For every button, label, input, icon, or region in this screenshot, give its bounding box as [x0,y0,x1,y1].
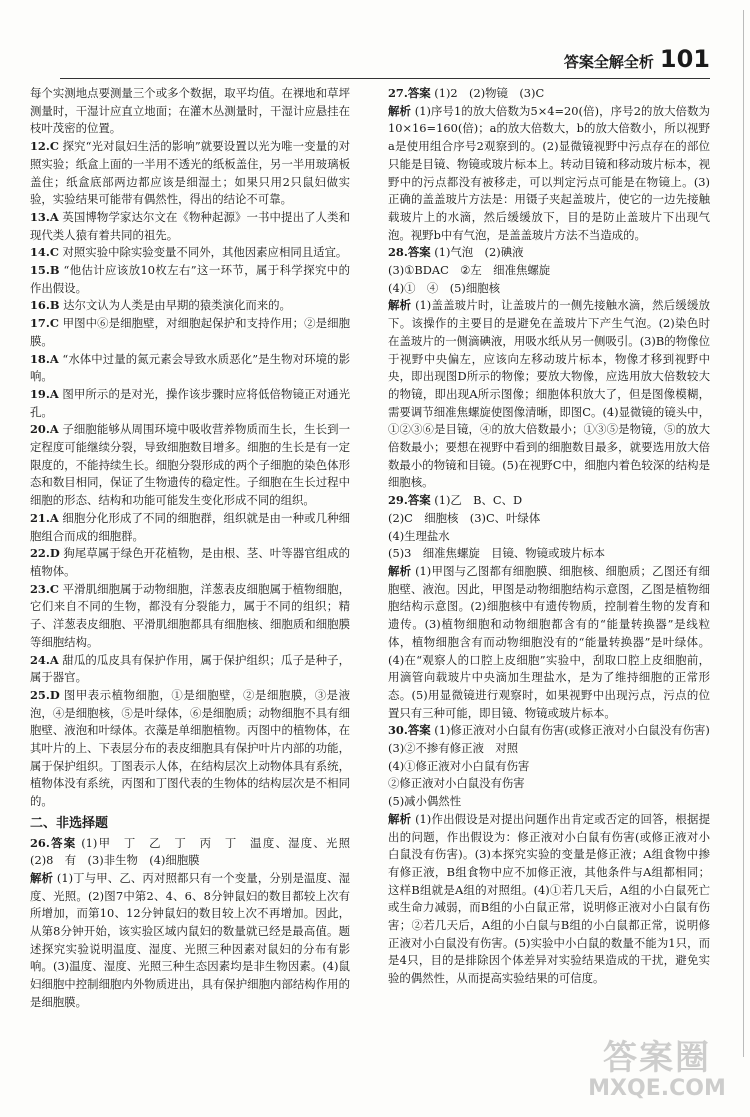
answer-text: (1)2 (2)物镜 (3)C [434,86,545,100]
item-text: 每个实测地点要测量三个或多个数据，取平均值。在裸地和草坪测量时，干湿计应直立地面；在灌木丛测量时，干湿计应悬挂在枝叶茂密的位置。 [30,86,350,136]
item-27 [388,85,710,103]
answer-line: (4)① ④ (5)细胞核 [388,280,501,295]
analysis-text: (1)丁与甲、乙、丙对照都只有一个变量，分别是温度、湿度、光照。(2)图7中第2、4、6、8分钟鼠妇的数目都较上次有所增加，而第10、12分钟鼠妇的数目较上次不再增加。因此，从第8分钟开始，该实验区域内鼠妇的数量就已经是最高值。题述探究实验说明温度、湿度、光照三种因素对鼠妇的分布有影响。(3)温度、湿度、光照三种生态因素均是非生物因素。(4)鼠妇细胞中控制细胞内外物质进出，具有保护细胞内部结构作用的是细胞膜。 [30,870,350,1009]
item-number: 19.A [30,386,59,401]
item-number: 27. [388,86,408,100]
answer-text: (1)甲 丁 乙 丁 丙 丁 温度、湿度、光照 (2)8 有 (3)非生物 (4)细胞膜 [30,835,362,868]
answer-item [30,297,350,315]
answer-item [30,209,350,244]
item-27-analysis [388,103,710,245]
answer-line: (1)气泡 (2)碘液 [434,245,524,260]
page-edge-line [743,10,744,1057]
answer-line: (1)修正液对小白鼠有伤害(或修正液对小白鼠没有伤害) [434,723,710,738]
right-column [388,85,710,988]
item-text: 达尔文认为人类是由早期的猿类演化而来的。 [63,298,291,313]
answer-item [30,138,350,209]
item-text: 甜瓜的瓜皮具有保护作用，属于保护组织；瓜子是种子，属于器官。 [30,652,350,685]
answer-item [30,510,350,545]
item-30 [388,722,710,811]
item-number: 22.D [30,546,60,561]
answer-line: (5)减小偶然性 [388,794,462,809]
item-text: “水体中过量的氮元素会导致水质恶化”是生物对环境的影响。 [30,351,350,384]
answer-line: (3)②不掺有修正液 对照 [388,741,519,756]
item-text: 子细胞能够从周围环境中吸收营养物质而生长，生长到一定程度可能继续分裂，导致细胞数目增多。细胞的生长是有一定限度的，不能持续生长。细胞分裂形成的两个子细胞的染色体形态和数目相同，保证了生物遗传的稳定性。子细胞在生长过程中细胞的形态、结构和功能可能发生变化形成不同的组织。 [30,422,350,508]
item-text: 对照实验中除实验变量不同外，其他因素应相同且适宜。 [62,245,348,260]
item-text: 英国博物学家达尔文在《物种起源》一书中提出了人类和现代类人猿有着共同的祖先。 [30,209,350,242]
item-number: 29. [388,493,408,508]
item-text: 细胞分化形成了不同的细胞群，组织就是由一种或几种细胞组合而成的细胞群。 [30,510,350,543]
item-number: 16.B [30,298,60,313]
item-number: 15.B [30,263,60,278]
analysis-text: (1)作出假设是对提出问题作出肯定或否定的回答，根据提出的问题，作出假设为：修正液对小白鼠有伤害(或修正液对小白鼠没有伤害)。(3)本探究实验的变量是修正液；A组食物中掺有修正液，B组食物中应不加修正液，其他条件与A组都相同；这样B组就是A组的对照组。(4)①若几天后，A组的小白鼠死亡或生命力减弱，而B组的小白鼠正常，说明修正液对小白鼠有伤害；②若几天后，A组的小白鼠与B组的小白鼠都正常，说明修正液对小白鼠没有伤害。(5)实验中小白鼠的数量不能为1只，而是4只，目的是排除因个体差异对实验结果造成的干扰，避免实验的偶然性，从而提高实验结果的可信度。 [388,811,710,986]
item-26 [30,835,362,870]
answer-item [30,545,350,580]
answer-item [30,351,350,386]
item-number: 26. [30,835,50,850]
answer-item [30,386,350,421]
answer-item [30,244,350,262]
answer-item [30,581,350,652]
answer-item [30,315,350,350]
item-28 [388,244,710,297]
item-text: 探究“光对鼠妇生活的影响”就要设置以光为唯一变量的对照实验；纸盒上面的一半用不透光的纸板盖住，另一半用玻璃板盖住；纸盒底部两边都应该是细湿土；如果只用2只鼠妇做实验，实验结果可能带有偶然性，得出的结论不可靠。 [30,139,350,207]
answer-list-left [30,85,350,811]
watermark-logo [582,1039,732,1109]
item-text: “他估计应该放10枚左右”这一环节，属于科学探究中的作出假设。 [30,263,350,295]
item-30-analysis [388,811,710,988]
analysis-tag: 解析 [388,811,412,826]
answer-tag: 答案 [407,245,431,260]
item-number: 24.A [30,652,59,667]
answer-tag: 答案 [407,493,431,508]
analysis-text: (1)盖盖玻片时，让盖玻片的一侧先接触水滴，然后缓缓放下。该操作的主要目的是避免在盖玻片下产生气泡。(2)染色时在盖玻片的一侧滴碘液，用吸水纸从另一侧吸引。(3)B的物像位于视野中央偏左，应该向左移动玻片标本，物像才移到视野中央，即出现图D所示的物像；要放大物像，应选用放大倍数较大的物镜，即出现A所示图像；细胞体积放大了，但是图像模糊，需要调节细准焦螺旋使图像清晰，即图C。(4)显微镜的镜头中，①②③⑥是目镜，④的放大倍数最小；①③⑤是物镜，⑤的放大倍数最小；要想在视野中看到的细胞数目最多，就要选用放大倍数最小的物镜和目镜。(5)在视野C中，细胞内着色较深的结构是细胞核。 [388,298,710,490]
section-title: 二、非选择题 [30,815,109,831]
answer-line: (1)乙 B、C、D [434,493,523,508]
item-text: 图甲所示的是对光，操作该步骤时应将低倍物镜正对通光孔。 [30,386,350,419]
item-number: 20.A [30,422,59,437]
header-rule [60,78,710,79]
analysis-tag: 解析 [388,298,412,313]
item-number: 14.C [30,245,59,260]
watermark-url: MXQE.COM [588,1076,726,1101]
answer-item [30,687,350,811]
item-number: 12.C [30,139,59,154]
item-text: 狗尾草属于绿色开花植物，是由根、茎、叶等器官组成的植物体。 [30,546,350,578]
answer-tag: 答案 [407,723,431,738]
answer-tag: 答案 [49,835,77,850]
header-label: 答案全解全析 [563,53,654,71]
page-header [564,40,710,72]
item-text: 甲图中⑥是细胞壁，对细胞起保护和支持作用；②是细胞膜。 [30,316,350,348]
analysis-tag: 解析 [30,870,54,885]
analysis-tag: 解析 [388,103,412,118]
item-number: 21.A [30,510,59,525]
answer-line: (5)3 细准焦螺旋 目镜、物镜或玻片标本 [388,546,606,561]
item-number: 30. [388,723,408,738]
item-28-analysis [388,297,710,492]
answer-line: (4)生理盐水 [388,528,450,543]
answer-line: (2)C 细胞核 (3)C、叶绿体 [388,510,541,525]
item-29 [388,492,710,563]
watermark-text: 答案圈 [603,1038,711,1078]
item-number: 17.C [30,316,59,331]
answer-item [30,85,350,138]
answer-line: ②修正液对小白鼠没有伤害 [388,776,525,791]
analysis-tag: 解析 [388,563,412,578]
answer-tag: 答案 [407,86,431,100]
item-26-analysis [30,870,350,1012]
item-number: 28. [388,245,408,260]
item-number: 13.A [30,209,59,224]
item-29-analysis [388,563,710,722]
analysis-text: (1)甲图与乙图都有细胞膜、细胞核、细胞质；乙图还有细胞壁、液泡。因此，甲图是动物细胞结构示意图，乙图是植物细胞结构示意图。(2)细胞核中有遗传物质，控制着生物的发育和遗传。(3)植物细胞和动物细胞都含有的“能量转换器”是线粒体，植物细胞含有而动物细胞没有的“能量转换器”是叶绿体。(4)在“观察人的口腔上皮细胞”实验中，刮取口腔上皮细胞前，用滴管向载玻片中央滴加生理盐水，是为了维持细胞的正常形态。(5)用显微镜进行观察时，如果视野中出现污点，污点的位置只有三种可能，即目镜、物镜或玻片标本。 [388,563,710,720]
item-number: 23.C [30,581,59,596]
item-number: 18.A [30,351,59,366]
item-text: 图甲表示植物细胞，①是细胞壁，②是细胞膜，③是液泡，④是细胞核，⑤是叶绿体，⑥是细胞质；动物细胞不具有细胞壁、液泡和叶绿体。衣藻是单细胞植物。丙图中的植物体，在其叶片的上、下表层分布的表皮细胞具有保护叶片内部的功能，属于保护组织。丁图表示人体，在结构层次上动物体具有系统，植物体没有系统，丙图和丁图代表的生物体的结构层次是不相同的。 [30,687,350,809]
left-column [30,85,362,1012]
answer-item [30,652,350,687]
answer-line: (3)①BDAC ②左 细准焦螺旋 [388,263,551,278]
item-text: 平滑肌细胞属于动物细胞，洋葱表皮细胞属于植物细胞，它们来自不同的生物，都没有分裂能力，属于不同的组织；精子、洋葱表皮细胞、平滑肌细胞都具有细胞核、细胞质和细胞膜等细胞结构。 [30,581,350,649]
answer-item [30,262,350,297]
answer-line: (4)①修正液对小白鼠有伤害 [388,758,530,773]
analysis-text: (1)序号1的放大倍数为5×4=20(倍)，序号2的放大倍数为10×16=160(倍)；a的放大倍数大，b的放大倍数小，所以视野a是使用组合序号2观察到的。(2)显微镜视野中污点存在的部位只能是目镜、物镜或玻片标本上。转动目镜和移动玻片标本，视野中的污点都没有被移走，可以判定污点可能是在物镜上。(3)正确的盖盖玻片方法是：用镊子夹起盖玻片，使它的一边先接触载玻片上的水滴，然后缓缓放下，目的是防止盖玻片下出现气泡。视野b中有气泡，是盖盖玻片方法不当造成的。 [388,103,710,242]
answer-item [30,421,350,510]
page-number: 101 [659,45,710,73]
item-number: 25.D [30,687,60,702]
